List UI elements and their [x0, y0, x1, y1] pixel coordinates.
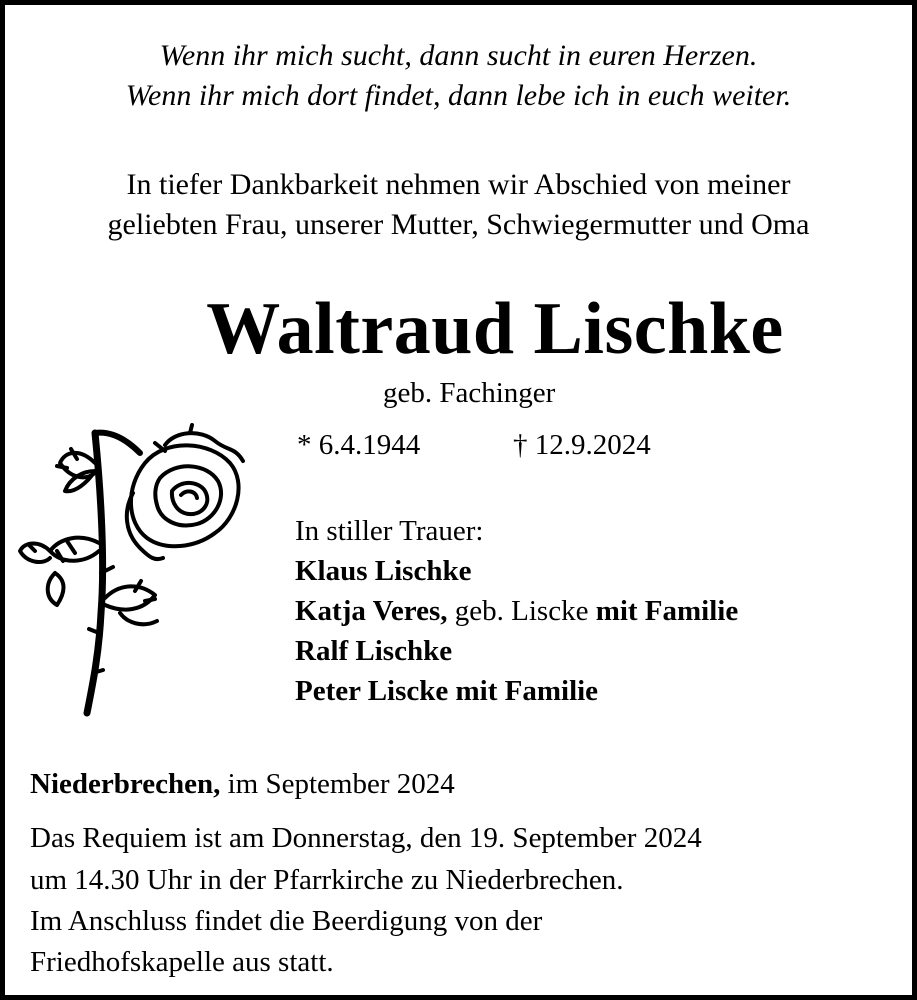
- rose-icon: [15, 423, 245, 723]
- mourner-2-maiden: geb. Liscke: [447, 595, 596, 627]
- requiem-line-2: um 14.30 Uhr in der Pfarrkirche zu Niederbrechen.: [30, 864, 624, 896]
- death-date: † 12.9.2024: [513, 429, 651, 461]
- maiden-name: geb. Fachinger: [383, 377, 556, 409]
- mourner-2-family: mit Familie: [595, 595, 739, 627]
- mourner-2-name: Katja Veres,: [295, 595, 448, 627]
- deceased-name: Waltraud Lischke: [206, 288, 784, 370]
- requiem-line-1: Das Requiem ist am Donnerstag, den 19. September 2024: [30, 822, 702, 854]
- motto-line-2: Wenn ihr mich dort findet, dann lebe ich in euch weiter.: [125, 79, 792, 112]
- intro-line-2: geliebten Frau, unserer Mutter, Schwiegermutter und Oma: [107, 208, 810, 241]
- burial-line-1: Im Anschluss findet die Beerdigung von der: [30, 905, 543, 937]
- birth-date: * 6.4.1944: [297, 429, 421, 461]
- mourner-1: Klaus Lischke: [295, 555, 472, 587]
- mourner-2: [295, 595, 738, 628]
- mourner-4: Peter Liscke mit Familie: [295, 675, 599, 707]
- place-date-line: [30, 768, 455, 801]
- mourners-heading: In stiller Trauer:: [295, 515, 484, 547]
- intro-line-1: In tiefer Dankbarkeit nehmen wir Abschied von meiner: [126, 168, 791, 201]
- motto-line-1: Wenn ihr mich sucht, dann sucht in euren Herzen.: [159, 39, 758, 72]
- notice-date: im September 2024: [220, 768, 455, 800]
- mourner-3: Ralf Lischke: [295, 635, 453, 667]
- burial-line-2: Friedhofskapelle aus statt.: [30, 946, 334, 978]
- place: Niederbrechen,: [30, 768, 221, 800]
